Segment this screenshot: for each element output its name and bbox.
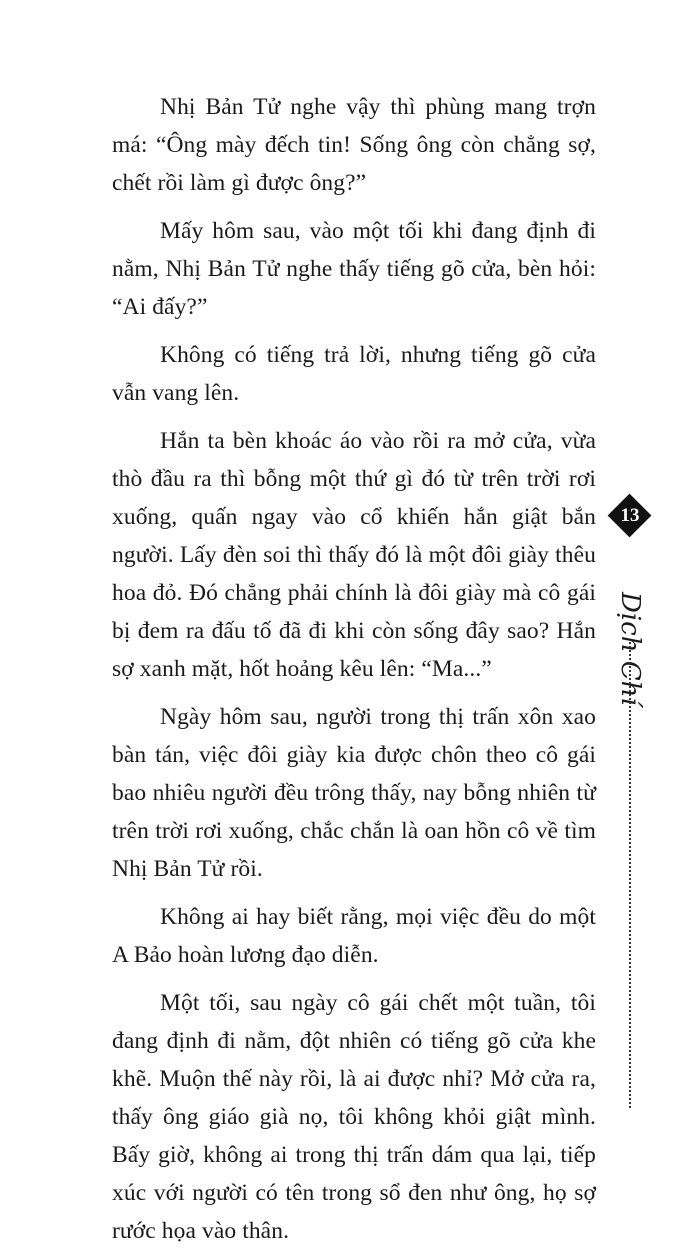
dotted-divider bbox=[629, 642, 631, 1108]
paragraph: Một tối, sau ngày cô gái chết một tuần, tôi đang định đi nằm, đột nhiên có tiếng gõ cửa khe khẽ. Muộn thế này rồi, là ai được nhỉ? Mở cửa ra, thấy ông giáo già nọ, tôi không khỏi giật mình. Bấy giờ, không ai trong thị trấn dám qua lại, tiếp xúc với người có tên trong sổ đen như ông, họ sợ rước họa vào thân. bbox=[112, 990, 596, 1244]
paragraph: Không có tiếng trả lời, nhưng tiếng gõ cửa vẫn vang lên. bbox=[112, 342, 596, 406]
paragraph: Hắn ta bèn khoác áo vào rồi ra mở cửa, vừa thò đầu ra thì bỗng một thứ gì đó từ trên trời rơi xuống, quấn ngay vào cổ khiến hắn giật bắn người. Lấy đèn soi thì thấy đó là một đôi giày thêu hoa đỏ. Đó chẳng phải chính là đôi giày mà cô gái bị đem ra đấu tố đã đi khi còn sống đây sao? Hắn sợ xanh mặt, hốt hoảng kêu lên: “Ma...” bbox=[112, 428, 596, 682]
page-number: 13 bbox=[620, 505, 640, 526]
body-text bbox=[112, 88, 596, 1260]
paragraph: Mấy hôm sau, vào một tối khi đang định đi nằm, Nhị Bản Tử nghe thấy tiếng gõ cửa, bèn hỏi: “Ai đấy?” bbox=[112, 218, 596, 320]
paragraph: Ngày hôm sau, người trong thị trấn xôn xao bàn tán, việc đôi giày kia được chôn theo cô gái bao nhiêu người đều trông thấy, nay bỗng nhiên từ trên trời rơi xuống, chắc chắn là oan hồn cô về tìm Nhị Bản Tử rồi. bbox=[112, 704, 596, 882]
running-book-title: Dịch Chí bbox=[615, 592, 645, 706]
paragraph: Nhị Bản Tử nghe vậy thì phùng mang trợn má: “Ông mày đếch tin! Sống ông còn chẳng sợ, chết rồi làm gì được ông?” bbox=[112, 94, 596, 196]
paragraph: Không ai hay biết rằng, mọi việc đều do một A Bảo hoàn lương đạo diễn. bbox=[112, 904, 596, 968]
side-margin-decoration bbox=[606, 494, 654, 1114]
page-number-badge bbox=[608, 494, 652, 538]
